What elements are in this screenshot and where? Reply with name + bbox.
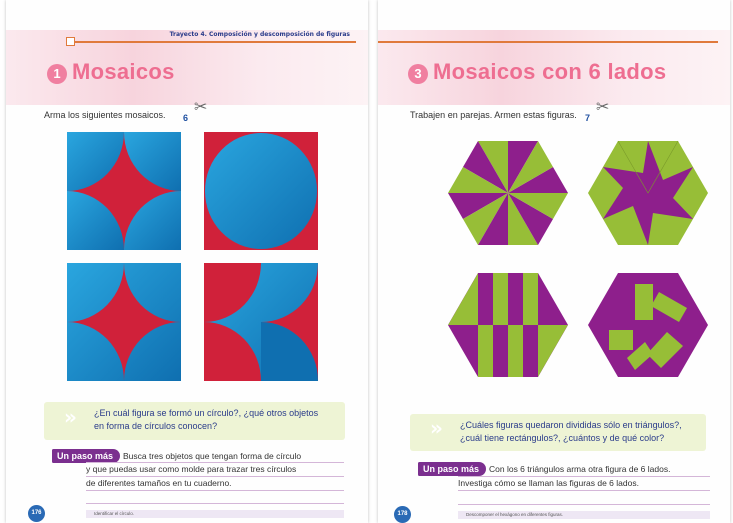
hex-wedges [448,141,568,245]
scissors-icon: ✂ [194,97,208,116]
hex-rectangle [478,325,493,377]
hexagon-rotated-rectangles [587,272,709,378]
question-line: ¿En cuál figura se formó un círculo?, ¿qué otros objetos [94,408,319,418]
un-paso-mas-label: Un paso más [52,449,120,463]
hex-rectangle [609,330,633,350]
paso-rule [86,490,344,491]
lesson-number-badge: 1 [47,64,67,84]
circle [205,133,317,249]
left-page [6,0,368,523]
paso-rule [86,476,344,477]
paso-rule [458,490,710,491]
paso-text-continued [458,477,639,491]
page-number: 178 [394,506,411,523]
page-title: Mosaicos [72,59,175,84]
paso-line: de diferentes tamaños en tu cuaderno. [86,477,232,488]
paso-rule [86,503,344,504]
paso-line: y que puedas usar como molde para trazar tres círculos [86,464,297,474]
instruction-text: Trabajen en parejas. Armen estas figuras. [410,110,577,120]
scissors-icon: ✂ [596,97,610,116]
paso-rule [458,476,710,477]
mosaic-circle [204,132,318,250]
mosaic-star [67,263,181,381]
paso-line: Investiga cómo se llaman las figuras de 6 lados. [458,478,639,488]
double-chevron-icon: » [430,416,443,440]
header-rule [378,41,718,43]
question-line: en forma de círculos conocen? [94,421,218,431]
hexagon-star [587,140,709,246]
header-rule [66,41,356,43]
footer-text: Identificar el círculo. [94,511,135,516]
right-page [378,0,730,523]
trayecto-header: Trayecto 4. Composición y descomposición de figuras [169,31,350,38]
page-title: Mosaicos con 6 lados [433,59,667,84]
paso-text [489,463,670,477]
un-paso-mas-label: Un paso más [418,462,486,476]
question-line: ¿Cuáles figuras quedaron divididas sólo en triángulos?, [460,420,682,430]
figure-reference: 6 [183,113,189,123]
page-number: 176 [28,505,45,522]
mosaic-quarter-circles [67,132,181,250]
instruction-text: Arma los siguientes mosaicos. [44,110,166,120]
paso-line: Con los 6 triángulos arma otra figura de 6 lados. [489,464,671,474]
hex-triangle [538,325,568,377]
question-text [460,419,682,445]
paso-line: Busca tres objetos que tengan forma de círculo [123,451,302,461]
header-marker [66,37,75,46]
figure-reference: 7 [585,113,591,123]
mosaic-mixed [204,263,318,381]
hex-rectangle [493,273,508,325]
hex-triangle [448,273,478,325]
hexagon-12-triangles [447,140,569,246]
footer-text: Descomponer el hexágono en diferentes figuras. [466,512,564,517]
lesson-number-badge: 3 [408,64,428,84]
double-chevron-icon: » [64,405,77,429]
hex-rectangle [508,325,523,377]
question-line: ¿cuál tiene rectángulos?, ¿cuántos y de qué color? [460,433,665,443]
question-text [94,407,318,433]
hexagon-rectangles [447,272,569,378]
hex-rectangle [635,284,653,320]
paso-rule [86,462,344,463]
hex-rectangle [523,273,538,325]
paso-rule [458,504,710,505]
